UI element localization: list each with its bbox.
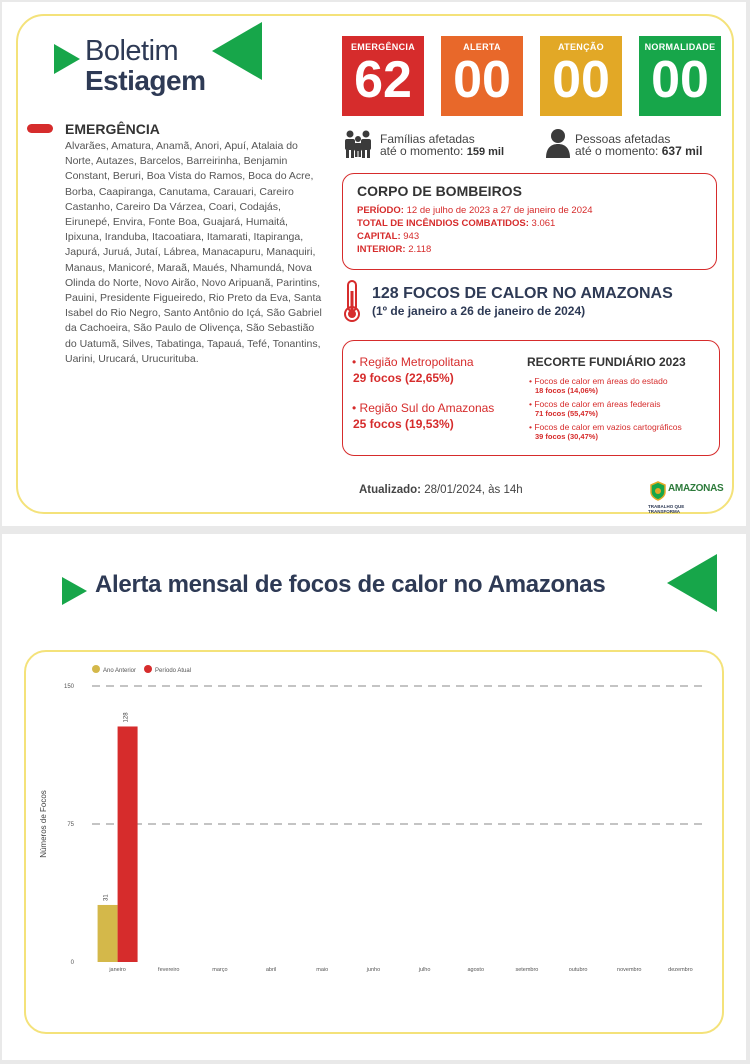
bulletin-page (2, 2, 746, 526)
pessoas-stat: Pessoas afetadas até o momento: 637 mil (575, 132, 703, 158)
header-arrow-left-icon (212, 22, 262, 80)
emergencia-marker (27, 124, 53, 133)
amazonas-logo: AMAZONAS TRABALHO QUE TRANSFORMA (648, 483, 724, 514)
focos-subtitle: (1º de janeiro a 26 de janeiro de 2024) (372, 304, 586, 318)
bombeiros-total: TOTAL DE INCÊNDIOS COMBATIDOS: 3.061 (357, 218, 556, 229)
familias-stat: Famílias afetadas até o momento: 159 mil (380, 132, 505, 158)
tile-normalidade: NORMALIDADE 00 (639, 36, 721, 116)
bar (118, 726, 138, 962)
x-tick-label: março (212, 967, 228, 973)
y-tick-label: 150 (63, 684, 74, 690)
legend-swatch (92, 665, 100, 673)
x-tick-label: julho (418, 967, 431, 973)
bombeiros-periodo: PERÍODO: 12 de julho de 2023 a 27 de janeiro de 2024 (357, 205, 593, 216)
bombeiros-box (342, 173, 717, 270)
y-axis-label: Números de Focos (39, 790, 48, 858)
x-tick-label: novembro (617, 967, 642, 973)
recorte-item: • Focos de calor em vazios cartográficos 39 focos (30,47%) (529, 422, 682, 441)
legend-swatch (144, 665, 152, 673)
focos-title: 128 FOCOS DE CALOR NO AMAZONAS (372, 285, 673, 302)
chart-page (2, 534, 746, 1060)
person-icon (545, 128, 571, 158)
bar (98, 905, 118, 962)
x-tick-label: abril (265, 967, 277, 973)
recorte-item: • Focos de calor em áreas do estado 18 focos (14,06%) (529, 376, 668, 395)
header-arrow-icon (54, 44, 80, 74)
x-tick-label: maio (316, 967, 329, 973)
regiao-sul-value: 25 focos (19,53%) (353, 417, 454, 431)
regiao-metropolitana-value: 29 focos (22,65%) (353, 371, 454, 385)
legend-label: Período Atual (155, 668, 192, 674)
data-label: 31 (103, 894, 110, 901)
bombeiros-title: CORPO DE BOMBEIROS (357, 183, 522, 199)
y-tick-label: 75 (67, 822, 74, 828)
regiao-sul-label: • Região Sul do Amazonas (352, 401, 495, 415)
y-tick-label: 0 (70, 960, 74, 966)
tile-emergencia: EMERGÊNCIA 62 (342, 36, 424, 116)
x-tick-label: fevereiro (158, 967, 180, 973)
bombeiros-capital: CAPITAL: 943 (357, 231, 420, 242)
x-tick-label: janeiro (109, 967, 126, 973)
x-tick-label: dezembro (668, 967, 693, 973)
bombeiros-interior: INTERIOR: 2.118 (357, 244, 432, 255)
recorte-title: RECORTE FUNDIÁRIO 2023 (527, 355, 686, 369)
tile-alerta: ALERTA 00 (441, 36, 523, 116)
page-title: Boletim Estiagem (85, 35, 206, 96)
updated-info: Atualizado: 28/01/2024, às 14h (359, 484, 523, 496)
x-tick-label: outubro (568, 967, 588, 973)
title-arrow-icon (62, 577, 87, 605)
emergencia-municipios: Alvarães, Amatura, Anamã, Anori, Apuí, Atalaia do Norte, Autazes, Barcelos, Barreirinha, Benjamin Constant, Beruri, Boa Vista do Ramos, Boca do Acre, Borba, Caapiranga, Canutama, Carauari, Careiro Castanho, Careiro Da Várzea, Coari, Codajás, Eirunepé, Envira, Fonte Boa, Guajará, Humaitá, Ipixuna, Iranduba, Itacoatiara, Itamarati, Itapiranga, Japurá, Juruá, Jutaí, Lábrea, Manacapuru, Manaquiri, Manaus, Manicoré, Maraã, Maués, Nhamundá, Nova Olinda do Norte, Novo Airão, Novo Aripuanã, Parintins, Pauini, Presidente Figueiredo, Rio Preto da Eva, Santa Isabel do Rio Negro, Santo Antônio do Içá, São Gabriel da Cachoeira, São Paulo de Olivença, São Sebastião do Uatumã, Silves, Tabatinga, Tapauá, Tefé, Tonantins, Uarini, Urucará, Urucurituba. (65, 140, 322, 365)
regiao-metropolitana-label: • Região Metropolitana (352, 355, 474, 369)
chart-title: Alerta mensal de focos de calor no Amazonas (95, 571, 606, 598)
legend-label: Ano Anterior (103, 668, 137, 674)
x-tick-label: agosto (467, 967, 485, 973)
emergencia-title: EMERGÊNCIA (65, 121, 160, 137)
bar-chart (26, 652, 722, 1032)
thermometer-icon (342, 279, 362, 323)
title-arrow-left-icon (667, 554, 717, 612)
x-tick-label: setembro (515, 967, 539, 973)
x-tick-label: junho (366, 967, 381, 973)
recorte-item: • Focos de calor em áreas federais 71 focos (55,47%) (529, 399, 661, 418)
seal-icon (650, 481, 666, 501)
data-label: 128 (123, 712, 130, 723)
family-icon (343, 129, 373, 159)
tile-atencao: ATENÇÃO 00 (540, 36, 622, 116)
